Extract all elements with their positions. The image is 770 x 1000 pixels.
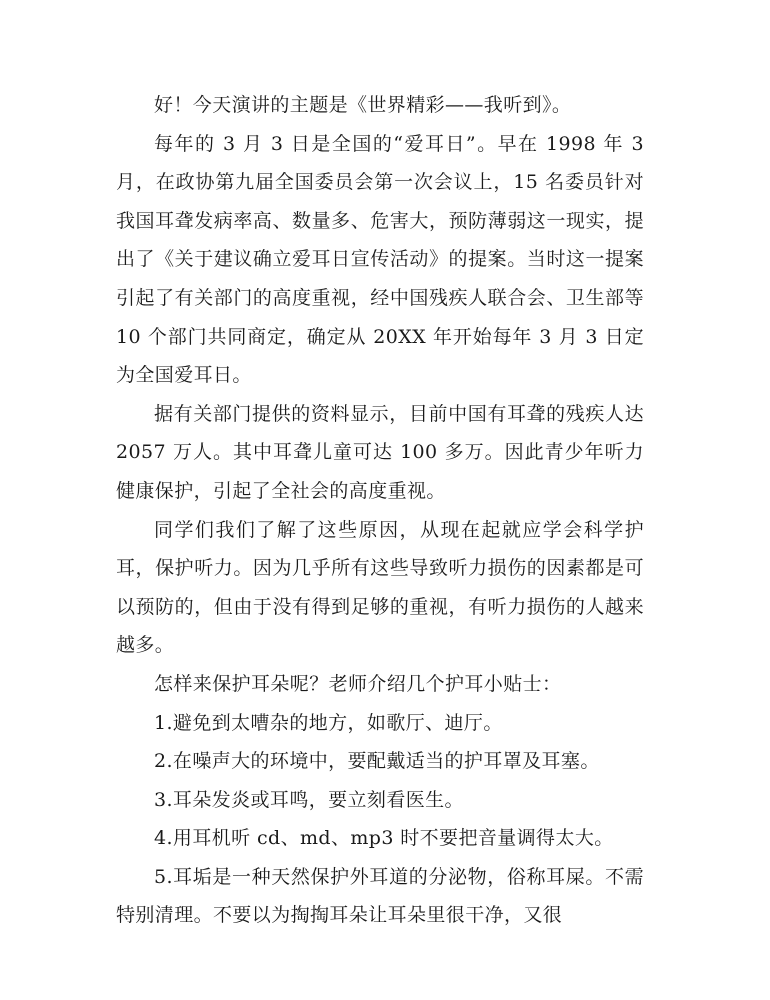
tip-item-1: 1.避免到太嘈杂的地方，如歌厅、迪厅。 (154, 711, 503, 734)
paragraph-statistics: 据有关部门提供的资料显示，目前中国有耳聋的残疾人达 2057 万人。其中耳聋儿童可达 100 多万。因此青少年听力健康保护，引起了全社会的高度重视。 (116, 402, 644, 502)
paragraph-protect-hearing: 同学们我们了解了这些原因，从现在起就应学会科学护耳，保护听力。因为几乎所有这些导致听力损伤的因素都是可以预防的，但由于没有得到足够的重视，有听力损伤的人越来越多。 (116, 518, 644, 657)
tip-item-5: 5.耳垢是一种天然保护外耳道的分泌物，俗称耳屎。不需特别清理。不要以为掏掏耳朵让耳朵里很干净，又很 (116, 865, 644, 927)
tip-item-3: 3.耳朵发炎或耳鸣，要立刻看医生。 (154, 788, 464, 811)
paragraph-greeting: 好！今天演讲的主题是《世界精彩——我听到》。 (154, 94, 572, 116)
paragraph-ear-day-history: 每年的 3 月 3 日是全国的“爱耳日”。早在 1998 年 3 月，在政协第九届全国委员会第一次会议上，15 名委员针对我国耳聋发病率高、数量多、危害大，预防薄弱这一现实，提出了《关于建议确立爱耳日宣传活动》的提案。当时这一提案引起了有关部门的高度重视，经中国残疾人联合会、卫生部等 10 个部门共同商定，确定从 20XX 年开始每年 3 月 3 日定为全国爱耳日。 (116, 132, 644, 387)
tip-item-2: 2.在噪声大的环境中，要配戴适当的护耳罩及耳塞。 (154, 750, 600, 773)
tip-item-4: 4.用耳机听 cd、md、mp3 时不要把音量调得太大。 (154, 827, 614, 850)
paragraph-tips-intro: 怎样来保护耳朵呢？老师介绍几个护耳小贴士： (154, 672, 562, 695)
document-body (116, 86, 644, 935)
